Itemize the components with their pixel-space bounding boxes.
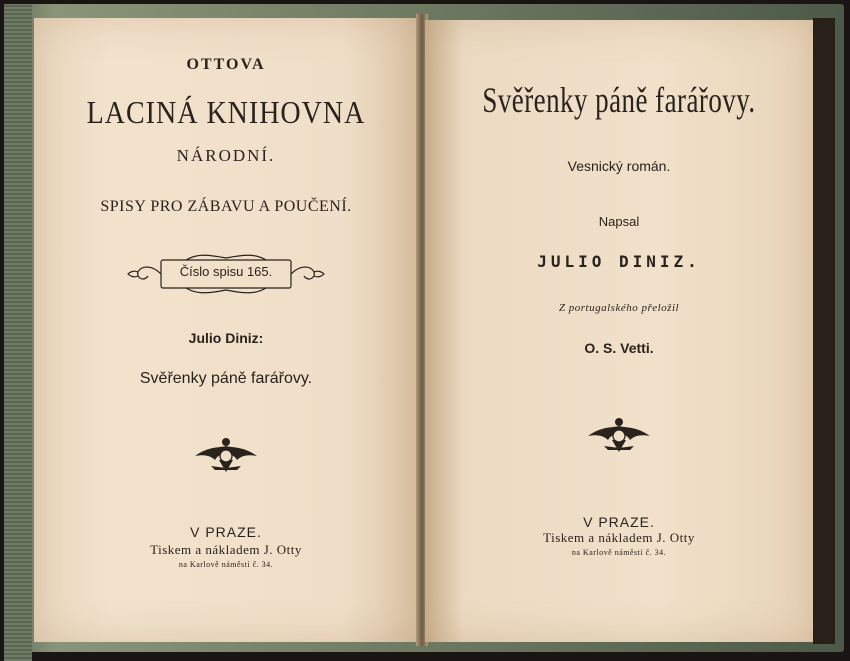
- eagle-emblem-icon: [425, 412, 813, 456]
- book-title: Svěřenky páně farářovy.: [139, 370, 313, 387]
- book-cover-cloth: [4, 4, 32, 661]
- imprint-publisher: Tiskem a nákladem J. Otty: [543, 530, 695, 545]
- series-motto: SPISY PRO ZÁBAVU A POUČENÍ.: [100, 198, 352, 215]
- right-page: [425, 20, 813, 642]
- by-label: Napsal: [598, 214, 640, 229]
- book-edge: [813, 18, 835, 644]
- series-title: LACINÁ KNIHOVNA: [86, 95, 366, 132]
- publisher-top: OTTOVA: [186, 56, 266, 73]
- author-name: Julio Diniz:: [188, 330, 264, 346]
- left-page: [34, 18, 418, 642]
- imprint-publisher: Tiskem a nákladem J. Otty: [150, 542, 302, 557]
- imprint-city: V PRAZE.: [583, 514, 655, 530]
- author-name: JULIO DINIZ.: [537, 252, 701, 271]
- eagle-emblem-icon: [34, 432, 418, 476]
- series-sub: NÁRODNÍ.: [176, 146, 276, 165]
- translation-note: Z portugalského přeložil: [558, 302, 680, 314]
- imprint-city: V PRAZE.: [190, 524, 262, 540]
- imprint-address: na Karlově náměstí č. 34.: [571, 548, 667, 557]
- subtitle: Vesnický román.: [567, 158, 671, 174]
- translator: O. S. Vetti.: [584, 340, 654, 356]
- imprint-address: na Karlově náměstí č. 34.: [178, 560, 274, 569]
- volume-label: Číslo spisu 165.: [179, 264, 273, 279]
- title: Svěřenky páně farářovy.: [482, 80, 756, 121]
